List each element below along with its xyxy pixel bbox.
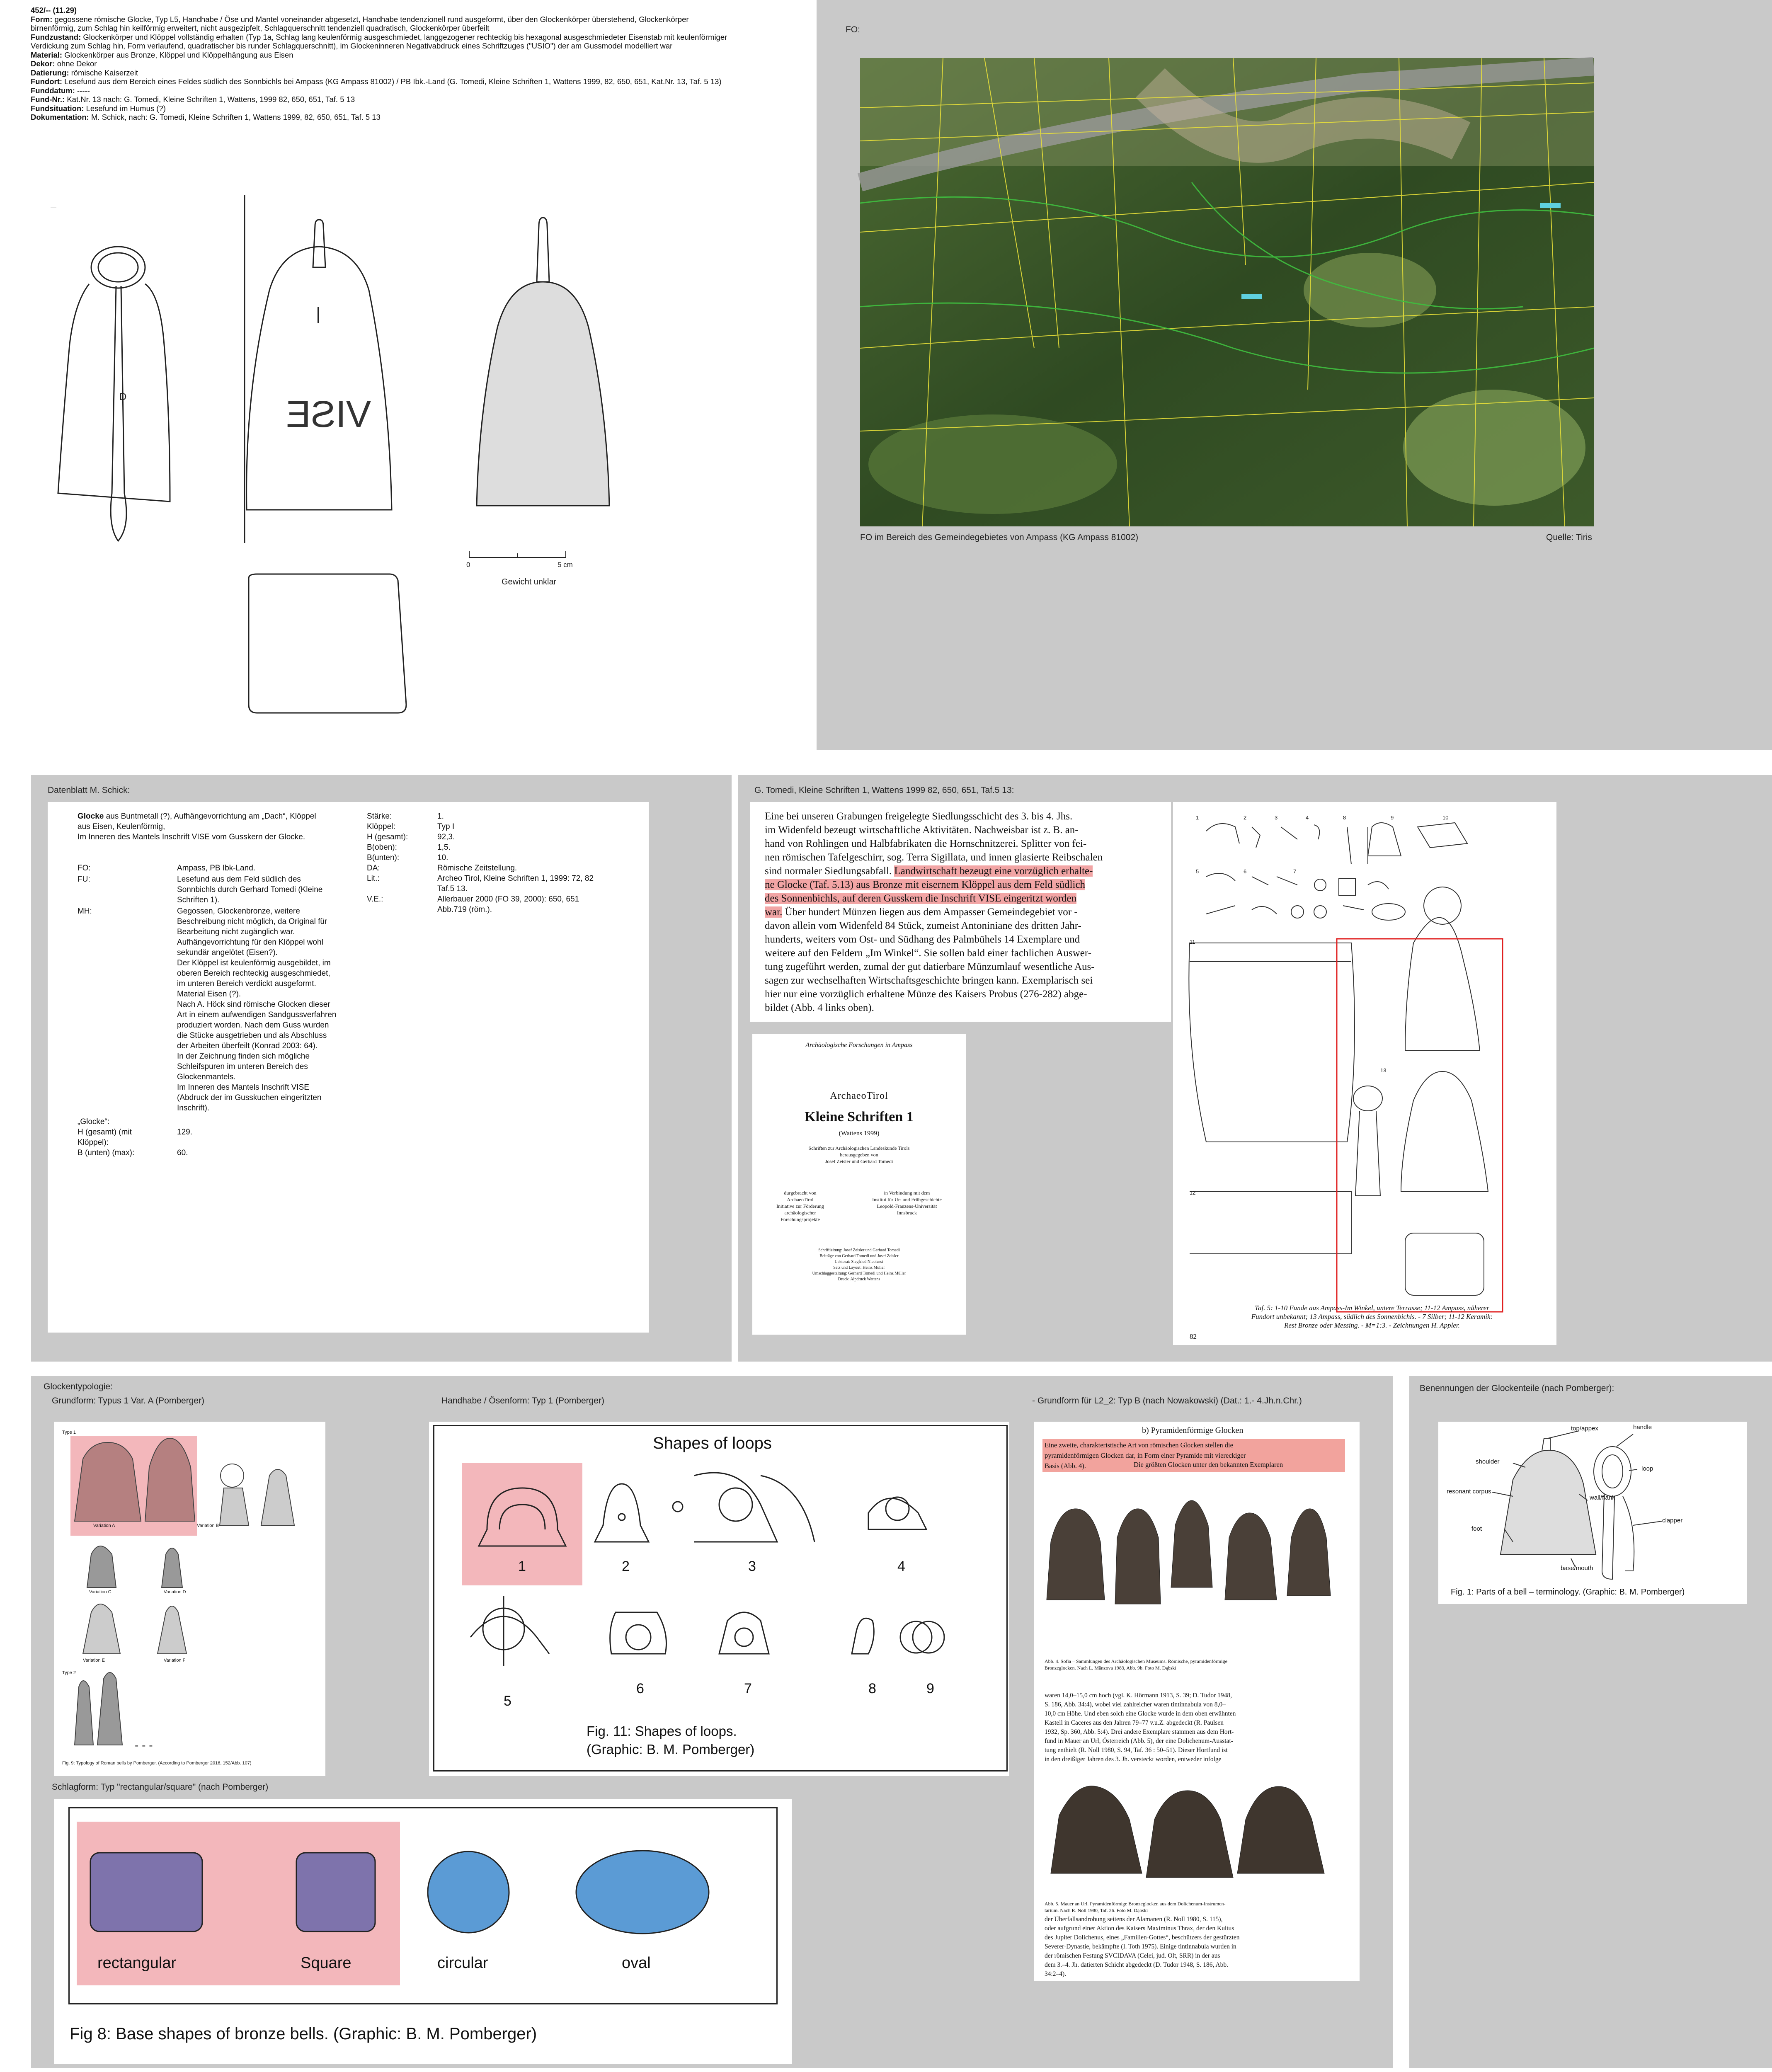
tomedi-line: tung zugeführt werden, zumal der gut datierbare Münzumlauf wesentliche Aus- — [765, 961, 1095, 972]
pyramid-para2-line: dem 3.–4. Jh. datierten Schicht abgedeckt (D. Tudor 1948, S. 186, Abb. — [1045, 1961, 1228, 1968]
typology-label: Variation A — [93, 1523, 115, 1528]
book-foot-line: Schriftleitung: Josef Zeisler und Gerhard Tomedi — [818, 1248, 900, 1253]
plate-number: 10 — [1442, 814, 1449, 821]
datenblatt-line: In der Zeichnung finden sich mögliche — [177, 1052, 310, 1061]
loop-number: 1 — [518, 1558, 526, 1574]
cadastral-aerial-map[interactable] — [860, 58, 1594, 526]
loops-caption-1: Fig. 11: Shapes of loops. — [587, 1723, 737, 1739]
shape-label-square: Square — [301, 1954, 351, 1972]
scale-five: 5 cm — [558, 561, 573, 569]
tomedi-highlight: war. — [765, 906, 783, 918]
pyramid-abb4-line: Bronzeglocken. Nach L. Mănzova 1983, Abb. 9b. Foto M. Dąbski — [1045, 1665, 1176, 1671]
datenblatt-key: FO: — [78, 864, 91, 872]
plate-number: 2 — [1244, 814, 1247, 821]
shape-oval — [576, 1851, 709, 1934]
datenblatt-key — [367, 904, 437, 915]
loop-number: 2 — [622, 1558, 630, 1574]
terms-label: foot — [1471, 1525, 1482, 1532]
loops-figure — [429, 1422, 1009, 1776]
scale-bar — [469, 551, 566, 557]
plate-number: 7 — [1293, 868, 1297, 875]
plate-number: 1 — [1196, 814, 1199, 821]
record-field-value: gegossene römische Glocke, Typ L5, Handhabe / Öse und Mantel voneinander abgesetzt, Handhabe tendenzionell rund ausgeformt, über den Glockenkörper überstehend, Glockenkörper birnenförmig, zum Schlag hin keilförmig erweitert, nicht ausgezipfelt, Schlagquerschnitt tendenziell quadratisch, Glockenkörper überfeilt — [31, 15, 689, 32]
datenblatt-value — [177, 863, 255, 873]
record-field — [31, 68, 735, 78]
record-field-value: Glockenkörper aus Bronze, Klöppel und Klöppelhängung aus Eisen — [62, 50, 293, 59]
book-left-line: Initiative zur Förderung — [776, 1203, 824, 1209]
terms-label: clapper — [1662, 1517, 1683, 1524]
pyramid-para2-line: der Überfallsandrohung seitens der Alamanen (R. Noll 1980, S. 115), — [1045, 1916, 1223, 1923]
loop-number: 7 — [744, 1681, 752, 1696]
shape-rectangular — [90, 1853, 202, 1931]
record-field-value: römische Kaiserzeit — [69, 68, 138, 77]
datenblatt-value: 92,3. — [437, 833, 455, 841]
record-field-value: Glockenkörper und Klöppel vollständig erhalten (Typ 1a, Schlag lang keulenförmig ausgeschmiedet, langgezogener rechteckig bis hexagonal ausgeschmiedeter Eisenstab mit keulenförmiger Verdickung zum Schlag hin, Form verlaufend, quadratischer bis runder Schlagquerschnitt), im Glockeninneren Negativabdruck eines Schriftzuges ("USIO") der am Gussmodel modelliert war — [31, 32, 727, 50]
pyramid-abb5-line: tarium. Nach R. Noll 1980, Taf. 36. Foto M. Dąbski — [1045, 1907, 1148, 1913]
record-field-label: Material: — [31, 50, 63, 59]
datenblatt-line: Material Eisen (?). — [177, 990, 241, 998]
datenblatt-key: MH: — [78, 907, 92, 916]
tomedi-line: hier nur eine vorzüglich erhaltene Münze des Kaisers Probus (276-282) abge- — [765, 989, 1087, 1000]
pyramid-para-line: in den dreißiger Jahren des 3. Jh. versteckt worden, entweder infolge — [1045, 1756, 1222, 1763]
shape-label-circular: circular — [437, 1954, 488, 1972]
loop-number: 3 — [748, 1558, 756, 1574]
record-field — [31, 95, 735, 104]
datenblatt-key: B (unten) (max): — [78, 1149, 135, 1157]
loop-number: 5 — [504, 1693, 511, 1709]
shape-label-oval: oval — [622, 1954, 651, 1972]
datenblatt-row — [78, 874, 368, 905]
tomedi-line: davon allein vom Widenfeld 84 Stück, zumeist Antoniniane des dritten Jahr- — [765, 920, 1081, 931]
loop-number: 6 — [636, 1681, 644, 1696]
record-field-label: Datierung: — [31, 68, 69, 77]
bell3-stem — [537, 218, 549, 282]
pyramid-title: - Grundform für L2_2: Typ B (nach Nowakowski) (Dat.: 1.- 4.Jh.n.Chr.) — [1032, 1396, 1302, 1406]
datenblatt-line: Schriften 1). — [177, 896, 220, 904]
tomedi-line: hunderts, weiters vom Ost- und Südhang des Palmbühels 14 Exemplare und — [765, 934, 1080, 945]
pyramid-highlight-line: Eine zweite, charakteristische Art von römischen Glocken stellen die — [1045, 1441, 1233, 1449]
book-right-line: in Verbindung mit dem — [884, 1190, 930, 1196]
record-field-value: ----- — [75, 86, 90, 95]
record-text — [31, 6, 735, 122]
schlag-caption: Fig 8: Base shapes of bronze bells. (Graphic: B. M. Pomberger) — [70, 2025, 537, 2043]
terms-title: Benennungen der Glockenteile (nach Pomberger): — [1420, 1384, 1614, 1393]
datenblatt-line: die Stücke ausgetrieben und als Abschluss — [177, 1031, 327, 1040]
plate-page: 82 — [1190, 1333, 1197, 1340]
shape-square — [296, 1853, 375, 1931]
book-series: Archäologische Forschungen in Ampass — [805, 1042, 913, 1049]
datenblatt-line: Im Inneren des Mantels Inschrift VISE — [177, 1083, 309, 1092]
tomedi-line: sind normaler Siedlungsabfall. Landwirtschaft bezeugt eine vorzüglich erhalte- — [765, 865, 1093, 877]
datenblatt-line: oberen Bereich rechteckig ausgeschmiedet, — [177, 969, 330, 978]
datenblatt-key: B(oben): — [367, 843, 397, 852]
letter-d: D — [119, 391, 127, 402]
typology-label: Variation D — [164, 1590, 186, 1595]
datenblatt-bottom-row — [78, 1148, 368, 1158]
map-panel — [817, 0, 1772, 750]
typology-title: Glockentypologie: — [44, 1382, 113, 1391]
datenblatt-line: Nach A. Höck sind römische Glocken dieser — [177, 1000, 330, 1009]
loops-title: Handhabe / Ösenform: Typ 1 (Pomberger) — [441, 1396, 604, 1406]
map-label: FO: — [846, 25, 860, 34]
record-field — [31, 51, 735, 60]
bell3-body — [477, 282, 609, 506]
datenblatt-right-row — [367, 811, 640, 822]
record-field-label: Fundort: — [31, 77, 63, 86]
glocke-label: „Glocke“: — [78, 1117, 110, 1126]
datenblatt-line: Aufhängevorrichtung für den Klöppel wohl — [177, 938, 323, 947]
datenblatt-key: Klöppel: — [367, 822, 395, 831]
datenblatt-card — [48, 802, 649, 1333]
datenblatt-bottom-row — [78, 1137, 368, 1148]
pyramid-abb4-line: Abb. 4. Sofia – Sammlungen des Archäologischen Museums. Römische, pyramidenförmige — [1045, 1658, 1227, 1664]
map-source: Quelle: Tiris — [1546, 533, 1592, 542]
pyramid-para-line: 10,0 cm Höhe. Und eben solch eine Glocke wurde in dem oben erwähnten — [1045, 1710, 1236, 1717]
tomedi-highlight: des Sonnenbichls, auf deren Gusskern die Inschrift VISE eingeritzt worden — [765, 893, 1077, 904]
pyramid-para-line: S. 186, Abb. 34:4), wobei viel zahlreicher waren tintinnabula von 8,0– — [1045, 1701, 1226, 1708]
datenblatt-key: DA: — [367, 864, 380, 872]
pyramid-para2-line: 34:2–4). — [1045, 1970, 1067, 1977]
record-field-value: Kat.Nr. 13 nach: G. Tomedi, Kleine Schriften 1, Wattens, 1999 82, 650, 651, Taf. 5 13 — [65, 95, 355, 104]
datenblatt-key: Stärke: — [367, 812, 392, 821]
pyramid-highlight-line: Basis (Abb. 4). — [1045, 1462, 1086, 1470]
tomedi-panel — [738, 775, 1772, 1362]
typology-label: Type 2 — [62, 1670, 76, 1675]
datenblatt-right-row — [367, 822, 640, 832]
tomedi-line: war. Über hundert Münzen liegen aus dem Ampasser Gemeindegebiet vor - — [765, 906, 1078, 918]
datenblatt-value: Abb.719 (röm.). — [437, 905, 492, 914]
loop-number: 9 — [926, 1681, 934, 1696]
datenblatt-value: 1,5. — [437, 843, 451, 852]
record-field — [31, 104, 735, 113]
datenblatt-right-row — [367, 863, 640, 873]
book-left-line: ArchaeoTirol — [787, 1197, 814, 1202]
plate-number: 3 — [1275, 814, 1278, 821]
highlight-box-13 — [1337, 939, 1503, 1312]
schlag-figure — [54, 1799, 792, 2064]
record-field-label: Form: — [31, 15, 53, 24]
pomberger-panel — [31, 1376, 1393, 2068]
book-left-line: archäologischer — [784, 1210, 816, 1216]
datenblatt-value: Archeo Tirol, Kleine Schriften 1, 1999: 72, 82 — [437, 874, 594, 883]
terms-label: handle — [1633, 1424, 1652, 1431]
datenblatt-line: Ampass, PB Ibk-Land. — [177, 864, 256, 872]
datenblatt-value — [177, 906, 336, 1113]
tomedi-text-card — [750, 802, 1171, 1022]
datenblatt-key: H (gesamt) (mit — [78, 1128, 132, 1137]
datenblatt-right-row — [367, 832, 640, 842]
pyramid-para-line: waren 14,0–15,0 cm hoch (vgl. K. Hörmann 1913, S. 39; D. Tudor 1948, — [1045, 1692, 1232, 1699]
terms-label: top/appex — [1571, 1425, 1598, 1432]
typology-figure — [54, 1422, 325, 1776]
plate-number: 12 — [1190, 1190, 1196, 1196]
tomedi-line: sagen zur wechselhaften Wirtschaftsgeschichte bringen kann. Exemplarisch sei — [765, 975, 1093, 986]
datenblatt-row — [78, 863, 368, 873]
datenblatt-right-row — [367, 842, 640, 853]
datenblatt-bottom-row — [78, 1127, 368, 1137]
record-field-value: Lesefund aus dem Bereich eines Feldes südlich des Sonnbichls bei Ampass (KG Ampass 81002) / PB Ibk.-Land (G. Tomedi, Kleine Schriften 1, Wattens 1999, 82, 650, 651, Kat.Nr. 13, Taf. 5 13) — [62, 77, 722, 86]
datenblatt-title: Datenblatt M. Schick: — [48, 785, 130, 795]
datenblatt-value: Allerbauer 2000 (FO 39, 2000): 650, 651 — [437, 895, 579, 904]
datenblatt-value: 10. — [437, 853, 448, 862]
record-field-value: M. Schick, nach: G. Tomedi, Kleine Schriften 1, Wattens 1999, 82, 650, 651, Taf. 5 13 — [89, 113, 381, 121]
terms-figure — [1438, 1422, 1747, 1604]
datenblatt-value: 60. — [177, 1149, 188, 1157]
record-field-label: Dokumentation: — [31, 113, 89, 121]
record-field-value: Lesefund im Humus (?) — [84, 104, 166, 113]
tomedi-title: G. Tomedi, Kleine Schriften 1, Wattens 1999 82, 650, 651, Taf.5 13: — [754, 785, 1014, 795]
datenblatt-row — [78, 906, 368, 1113]
map-caption: FO im Bereich des Gemeindegebietes von Ampass (KG Ampass 81002) — [860, 533, 1139, 542]
loops-caption-2: (Graphic: B. M. Pomberger) — [587, 1742, 755, 1757]
record-field-label: Dekor: — [31, 59, 55, 68]
book-title: Kleine Schriften 1 — [805, 1109, 914, 1124]
plate-number: 5 — [1196, 868, 1199, 875]
scale-zero: 0 — [466, 561, 470, 569]
bell2-body — [247, 247, 392, 510]
book-sub-line: Josef Zeisler und Gerhard Tomedi — [825, 1158, 893, 1164]
pyramid-article — [1034, 1422, 1360, 1981]
book-foot-line: Umschlaggestaltung: Gerhard Tomedi und Heinz Müller — [812, 1271, 906, 1276]
glocke-intro-2: aus Eisen, Keulenförmig, — [78, 822, 165, 831]
pyramid-para2-line: der römischen Festung SVCIDAVA (Celei, jud. Olt, SRR) in der aus — [1045, 1952, 1220, 1959]
svg-text:- - -: - - - — [135, 1739, 153, 1752]
typology-label: Variation C — [89, 1590, 112, 1595]
plate-number: 4 — [1306, 814, 1309, 821]
plate-caption-line: Rest Bronze oder Messing. - M=1:3. - Zeichnungen H. Appler. — [1284, 1321, 1460, 1329]
datenblatt-line: Beschreibung nicht möglich, da Original für — [177, 917, 327, 926]
datenblatt-line: Lesefund aus dem Feld südlich des — [177, 875, 301, 884]
taf5-plate — [1173, 802, 1556, 1345]
datenblatt-right-row — [367, 853, 640, 863]
pyramid-abb5-line: Abb. 5. Mauer an Url. Pyramidenförmige Bronzeglocken aus dem Dolichenum-Instrumen- — [1045, 1901, 1226, 1907]
book-foot-line: Druck: Alpdruck Wattens — [838, 1277, 880, 1282]
tomedi-line: nen römischen Tafelgeschirr, sog. Terra Sigillata, und innen glasierte Reibschalen — [765, 852, 1103, 863]
pyramid-para-line: Kastell in Caceres aus den Jahren 79–77 v.u.Z. abgedeckt (R. Paulsen — [1045, 1719, 1224, 1726]
plate-number: 13 — [1380, 1067, 1387, 1074]
pyramid-para-line: fund in Mauer an Url, Österreich (Abb. 5), der eine Dolichenum-Ausstat- — [1045, 1738, 1233, 1745]
terms-label: shoulder — [1476, 1458, 1500, 1465]
book-foot-line: Satz und Layout: Heinz Müller — [833, 1265, 885, 1270]
plate-number: 6 — [1244, 868, 1247, 875]
plate-caption-line: Fundort unbekannt; 13 Ampass, südlich des Sonnenbichls. - 7 Silber; 11-12 Keramik: — [1251, 1313, 1493, 1321]
book-right-line: Innsbruck — [897, 1210, 917, 1216]
tomedi-highlight: Landwirtschaft bezeugt eine vorzüglich erhalte- — [894, 865, 1093, 877]
book-place: (Wattens 1999) — [839, 1130, 880, 1137]
datenblatt-key: B(unten): — [367, 853, 400, 862]
plate-number: 9 — [1391, 814, 1394, 821]
datenblatt-line: sekundär angelötet (Eisen?). — [177, 948, 278, 957]
record-field — [31, 86, 735, 95]
datenblatt-panel — [31, 775, 732, 1362]
pyramid-highlight-line: pyramidenförmigen Glocken dar, in Form einer Pyramide mit viereckiger — [1045, 1452, 1246, 1459]
datenblatt-value — [177, 874, 322, 905]
plate-caption-line: Taf. 5: 1-10 Funde aus Ampass-Im Winkel, untere Terrasse; 11-12 Ampass, näherer — [1254, 1304, 1489, 1312]
datenblatt-right-row — [367, 894, 640, 904]
datenblatt-line: Schleifspuren im unteren Bereich des — [177, 1062, 308, 1071]
record-field-label: Fundzustand: — [31, 32, 81, 41]
pyramid-para2-line: oder aufgrund einer Aktion des Kaisers Maximinus Thrax, der den Kultus — [1045, 1925, 1234, 1932]
tomedi-line: Eine bei unseren Grabungen freigelegte Siedlungsschicht des 3. bis 4. Jhs. — [765, 811, 1073, 822]
loop-number: 8 — [868, 1681, 876, 1696]
weight-label: Gewicht unklar — [502, 577, 557, 586]
terms-label: wall/flank — [1590, 1494, 1615, 1501]
book-left-line: Forschungsprojekte — [781, 1217, 820, 1222]
book-sub-line: herausgegeben von — [840, 1152, 878, 1158]
datenblatt-key: H (gesamt): — [367, 833, 408, 841]
loop-number: 4 — [897, 1558, 905, 1574]
typology-subtitle: Grundform: Typus 1 Var. A (Pomberger) — [52, 1396, 205, 1406]
record-field — [31, 77, 735, 86]
typology-caption: Fig. 9: Typology of Roman bells by Pomberger. (According to Pomberger 2016, 152/Abb. 107) — [62, 1761, 252, 1766]
datenblatt-right-row — [367, 873, 640, 884]
book-left-line: durgebracht von — [784, 1190, 817, 1196]
record-field — [31, 33, 735, 51]
svg-text:—: — — [51, 204, 56, 211]
record-field — [31, 59, 735, 68]
book-cover — [752, 1034, 966, 1335]
book-right-line: Leopold-Franzens-Universität — [877, 1203, 937, 1209]
shape-circular — [428, 1851, 509, 1933]
glocke-intro-1: Glocke aus Buntmetall (?), Aufhängevorrichtung am „Dach“, Klöppel — [78, 812, 316, 821]
datenblatt-value: Taf.5 13. — [437, 885, 468, 893]
book-foot-line: Lektorat: Siegfried Nicolussi — [835, 1260, 883, 1264]
bell2-stem — [313, 220, 325, 267]
datenblatt-line: Inschrift). — [177, 1104, 210, 1112]
datenblatt-line: produziert worden. Nach dem Guss wurden — [177, 1021, 329, 1030]
record-field-label: Fund-Nr.: — [31, 95, 65, 104]
datenblatt-value: Typ I — [437, 822, 455, 831]
typology-label: Type 1 — [62, 1430, 76, 1435]
record-field-value: ohne Dekor — [55, 59, 97, 68]
record-field — [31, 15, 735, 33]
datenblatt-key: V.E.: — [367, 895, 383, 904]
pyramid-heading: b) Pyramidenförmige Glocken — [1142, 1426, 1244, 1435]
plate-number: 11 — [1190, 939, 1195, 945]
tomedi-line: bildet (Abb. 4 links oben). — [765, 1002, 874, 1013]
book-right-line: Institut für Ur- und Frühgeschichte — [872, 1197, 942, 1202]
terms-label: resonant corpus — [1447, 1488, 1491, 1495]
tomedi-line: im Widenfeld bezeugt wirtschaftliche Aktivitäten. Nachweisbar ist z. B. an- — [765, 824, 1079, 836]
datenblatt-value: 129. — [177, 1128, 192, 1137]
datenblatt-line: im unteren Bereich verdickt ausgeformt. — [177, 979, 316, 988]
pyramid-para2-line: Severer-Dynastie, bekämpfte (I. Toth 1975). Einige tintinnabula wurden in — [1045, 1943, 1236, 1950]
typology-label: Variation F — [164, 1658, 186, 1663]
datenblatt-key: FU: — [78, 875, 90, 884]
book-brand: ArchaeoTirol — [830, 1091, 888, 1101]
datenblatt-key: Klöppel): — [78, 1138, 109, 1147]
pyramid-para-line: tung enthielt (R. Noll 1980, S. 94, Taf. 36 : 50–51). Dieser Hortfund ist — [1045, 1747, 1228, 1754]
datenblatt-right-row — [367, 884, 640, 894]
tomedi-line: hand von Rohlingen und Halbfabrikaten die Hornschnitzerei. Splitter von fei- — [765, 838, 1087, 849]
typology-label: Variation B — [197, 1523, 219, 1528]
book-sub-line: Schriften zur Archäologischen Landeskunde Tirols — [808, 1145, 910, 1151]
terms-panel — [1409, 1376, 1772, 2068]
datenblatt-right-row — [367, 904, 640, 915]
datenblatt-key — [367, 884, 437, 894]
record-id: 452/-- (11.29) — [31, 6, 77, 15]
schlag-title: Schlagform: Typ "rectangular/square" (nach Pomberger) — [52, 1782, 269, 1792]
datenblatt-line: Der Klöppel ist keulenförmig ausgebildet, im — [177, 959, 331, 967]
plate-number: 8 — [1343, 814, 1346, 821]
book-foot-line: Beiträge von Gerhard Tomedi und Josef Zeisler — [819, 1254, 899, 1258]
tomedi-line: weitere auf den Feldern „Im Winkel“. Sie sollen bald einer fachlichen Auswer- — [765, 948, 1092, 959]
tomedi-line — [765, 878, 1103, 892]
typology-label: Variation E — [83, 1658, 105, 1663]
terms-label: loop — [1641, 1465, 1653, 1472]
record-field — [31, 113, 735, 122]
datenblatt-line: Sonnbichls durch Gerhard Tomedi (Kleine — [177, 885, 323, 894]
bell-base-outline — [249, 574, 406, 713]
datenblatt-line: Gegossen, Glockenbronze, weitere — [177, 907, 300, 916]
datenblatt-line: Bearbeitung nicht zugänglich war. — [177, 928, 295, 936]
datenblatt-line: der Arbeiten überfeilt (Konrad 2003: 64). — [177, 1042, 318, 1050]
datenblatt-line: Art in einem aufwendigen Sandgussverfahren — [177, 1011, 337, 1019]
record-field-label: Funddatum: — [31, 86, 75, 95]
datenblatt-key: Lit.: — [367, 874, 380, 883]
glocke-intro-3: Im Inneren des Mantels Inschrift VISE vom Gusskern der Glocke. — [78, 833, 305, 841]
datenblatt-value: Römische Zeitstellung. — [437, 864, 517, 872]
pyramid-para-line: 1932, Sp. 360, Abb. 5:4). Drei andere Exemplare stammen aus dem Hort- — [1045, 1728, 1234, 1735]
record-field-label: Fundsituation: — [31, 104, 84, 113]
datenblatt-line: Glockenmantels. — [177, 1073, 236, 1081]
pyramid-para2-line: des Jupiter Dolichenus, eines „Familien-Gottes“, beschützers der gestürzten — [1045, 1934, 1240, 1941]
tomedi-highlight: ne Glocke (Taf. 5.13) aus Bronze mit eisernem Klöppel aus dem Feld südlich — [765, 879, 1086, 890]
bell-drawings — [50, 195, 573, 738]
vise-inscription: VISE — [286, 394, 371, 435]
shape-label-rectangular: rectangular — [97, 1954, 177, 1972]
tomedi-line — [765, 892, 1103, 905]
loops-heading: Shapes of loops — [653, 1434, 772, 1452]
vessel-drawing — [1189, 943, 1355, 1142]
datenblatt-value: 1. — [437, 812, 444, 821]
terms-caption: Fig. 1: Parts of a bell – terminology. (Graphic: B. M. Pomberger) — [1451, 1587, 1685, 1597]
terms-label: base/mouth — [1561, 1565, 1593, 1572]
datenblatt-line: (Abdruck der im Gusskuchen eingeritzten — [177, 1093, 322, 1102]
pyramid-after: Die größten Glocken unter den bekannten Exemplaren — [1134, 1461, 1283, 1469]
